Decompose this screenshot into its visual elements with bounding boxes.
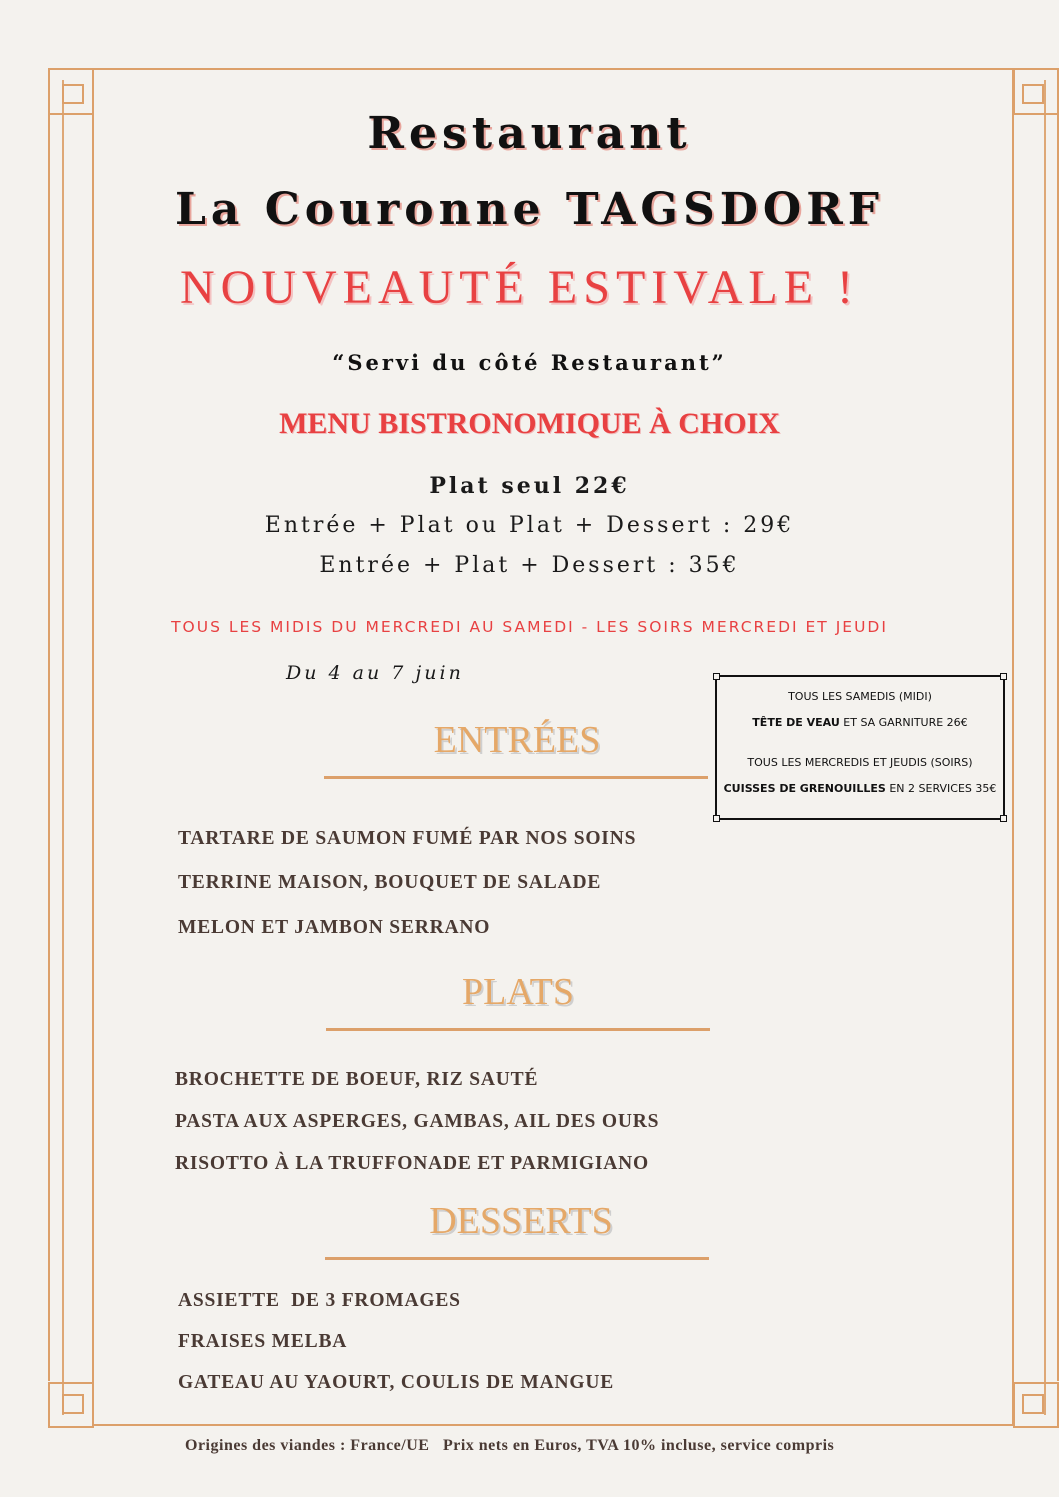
date-range: Du 4 au 7 juin bbox=[286, 662, 464, 684]
menu-item: MELON ET JAMBON SERRANO bbox=[178, 917, 491, 938]
section-title-desserts: DESSERTS bbox=[429, 1200, 613, 1242]
weekday-dish: CUISSES DE GRENOUILLES bbox=[723, 782, 886, 795]
schedule: TOUS LES MIDIS DU MERCREDI AU SAMEDI - LES SOIRS MERCREDI ET JEUDI bbox=[171, 618, 888, 636]
price-plat-seul: Plat seul 22€ bbox=[429, 473, 630, 499]
headline: NOUVEAUTÉ ESTIVALE ! bbox=[179, 261, 860, 314]
menu-title: MENU BISTRONOMIQUE À CHOIX bbox=[279, 407, 780, 440]
saturday-label: TOUS LES SAMEDIS (MIDI) bbox=[788, 690, 932, 703]
menu-item: FRAISES MELBA bbox=[178, 1331, 348, 1352]
menu-item: ASSIETTE DE 3 FROMAGES bbox=[178, 1290, 461, 1311]
saturday-detail: ET SA GARNITURE 26€ bbox=[839, 716, 968, 729]
section-title-entrees: ENTRÉES bbox=[433, 719, 601, 761]
saturday-special bbox=[717, 716, 1003, 729]
weekday-label: TOUS LES MERCREDIS ET JEUDIS (SOIRS) bbox=[747, 756, 973, 769]
weekday-special bbox=[717, 782, 1003, 795]
saturday-dish: TÊTE DE VEAU bbox=[752, 716, 840, 729]
restaurant-label: Restaurant bbox=[367, 108, 692, 159]
section-rule bbox=[325, 1257, 709, 1260]
weekday-detail: EN 2 SERVICES 35€ bbox=[885, 782, 997, 795]
specials-box bbox=[715, 675, 1005, 820]
price-formule-3: Entrée + Plat + Dessert : 35€ bbox=[319, 553, 740, 578]
footer-note: Origines des viandes : France/UE Prix nets en Euros, TVA 10% incluse, service compris bbox=[185, 1437, 835, 1454]
price-formule-2: Entrée + Plat ou Plat + Dessert : 29€ bbox=[264, 513, 795, 538]
section-rule bbox=[324, 776, 708, 779]
menu-item: GATEAU AU YAOURT, COULIS DE MANGUE bbox=[178, 1372, 615, 1393]
section-title-plats: PLATS bbox=[462, 971, 574, 1013]
section-rule bbox=[326, 1028, 710, 1031]
menu-item: BROCHETTE DE BOEUF, RIZ SAUTÉ bbox=[175, 1069, 539, 1090]
menu-item: PASTA AUX ASPERGES, GAMBAS, AIL DES OURS bbox=[175, 1111, 660, 1132]
menu-item: TERRINE MAISON, BOUQUET DE SALADE bbox=[178, 872, 602, 893]
menu-item: TARTARE DE SAUMON FUMÉ PAR NOS SOINS bbox=[178, 828, 637, 849]
restaurant-name: La Couronne TAGSDORF bbox=[174, 184, 885, 235]
served-note: “Servi du côté Restaurant” bbox=[332, 350, 727, 375]
menu-item: RISOTTO À LA TRUFFONADE ET PARMIGIANO bbox=[175, 1153, 650, 1174]
